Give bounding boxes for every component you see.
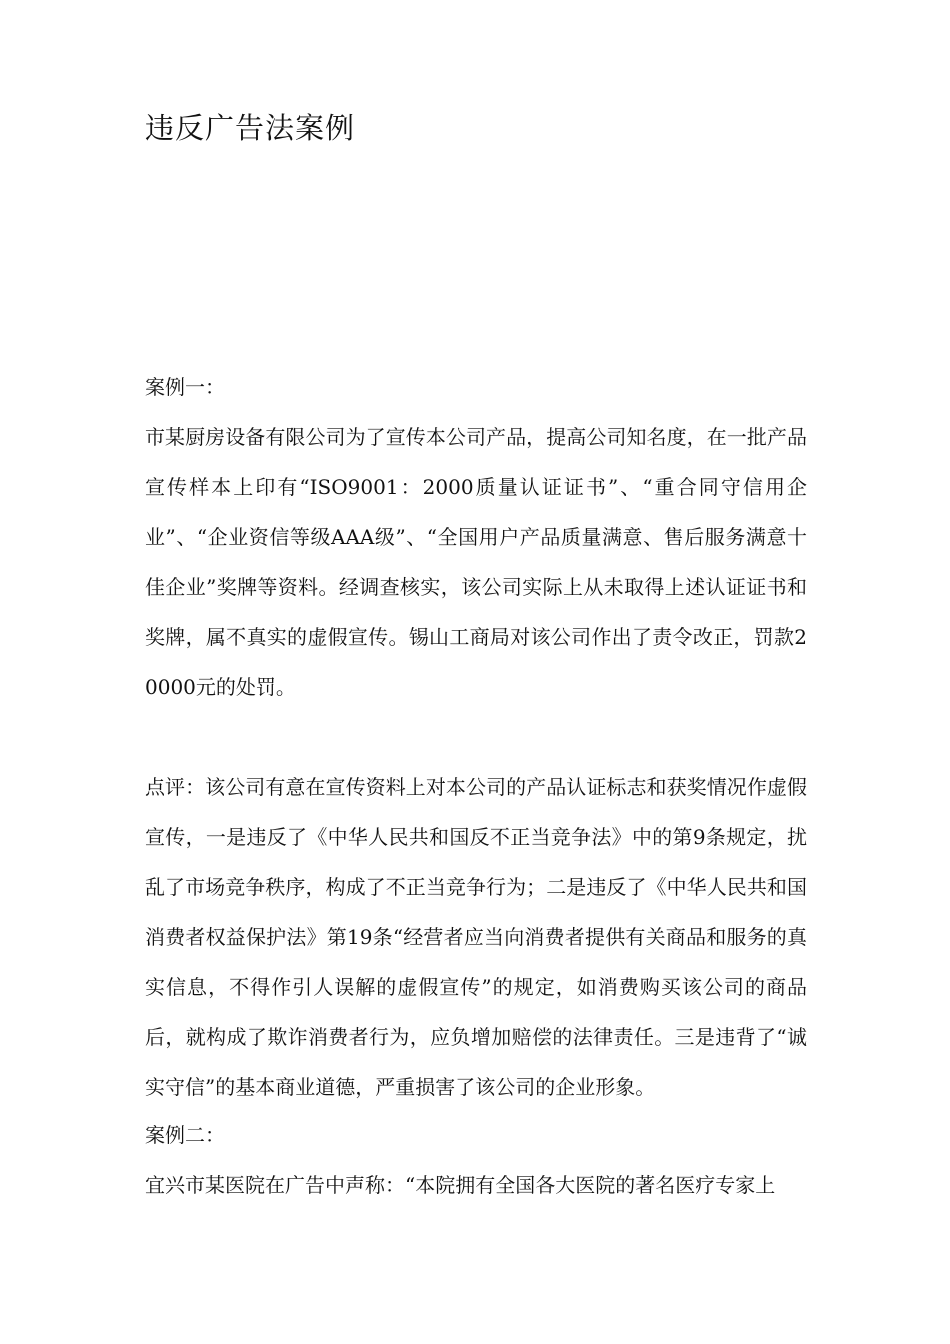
case1-label: 案例一： bbox=[145, 375, 225, 399]
case2-label: 案例二： bbox=[145, 1123, 225, 1147]
case2-paragraph: 宜兴市某医院在广告中声称：“本院拥有全国各大医院的著名医疗专家上 bbox=[145, 1173, 776, 1197]
case1-paragraph: 市某厨房设备有限公司为了宣传本公司产品，提高公司知名度，在一批产品宣传样本上印有“ISO9001：2000质量认证证书”、“重合同守信用企业”、“企业资信等级AAA级”、“全国用户产品质量满意、售后服务满意十佳企业”奖牌等资料。经调查核实，该公司实际上从未取得上述认证证书和奖牌，属不真实的虚假宣传。锡山工商局对该公司作出了责令改正，罚款20000元的处罚。 bbox=[145, 425, 807, 699]
comment-paragraph: 点评：该公司有意在宣传资料上对本公司的产品认证标志和获奖情况作虚假宣传，一是违反了《中华人民共和国反不正当竞争法》中的第9条规定，扰乱了市场竞争秩序，构成了不正当竞争行为；二是违反了《中华人民共和国消费者权益保护法》第19条“经营者应当向消费者提供有关商品和服务的真实信息，不得作引人误解的虚假宣传”的规定，如消费购买该公司的商品后，就构成了欺诈消费者行为，应负增加赔偿的法律责任。三是违背了“诚实守信”的基本商业道德，严重损害了该公司的企业形象。 bbox=[145, 775, 807, 1099]
document-title: 违反广告法案例 bbox=[145, 111, 356, 145]
